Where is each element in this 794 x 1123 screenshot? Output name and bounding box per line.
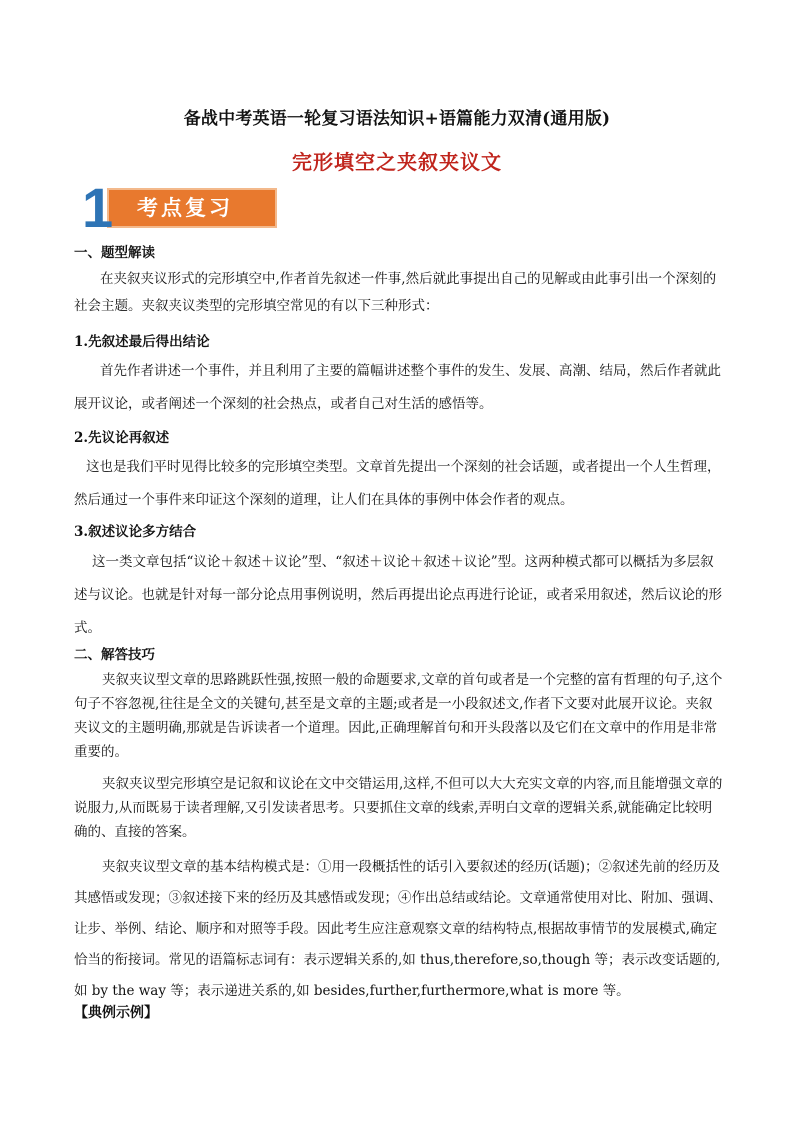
badge-number: 1 (82, 176, 114, 239)
example-label: 【典例示例】 (74, 1005, 158, 1021)
section-heading-1: 一、题型解读 (74, 245, 155, 261)
badge-label: 考点复习 (107, 188, 277, 228)
document-subtitle: 完形填空之夹叙夹议文 (292, 150, 502, 174)
section-1-intro: 在夹叙夹议形式的完形填空中,作者首先叙述一件事,然后就此事提出自己的见解或由此事引出一个深刻的社会主题。夹叙夹议类型的完形填空常见的有以下三种形式： (74, 271, 717, 314)
form-3-heading: 3.叙述议论多方结合 (74, 524, 197, 540)
section-2-paragraph-2: 夹叙夹议型完形填空是记叙和议论在文中交错运用,这样,不但可以大大充实文章的内容,而且能增强文章的说服力,从而既易于读者理解,又引发读者思考。只要抓住文章的线索,弄明白文章的逻辑关系,就能确定比较明确的、直接的答案。 (74, 776, 723, 840)
form-1-heading: 1.先叙述最后得出结论 (74, 334, 210, 350)
section-2-paragraph-1: 夹叙夹议型文章的思路跳跃性强,按照一般的命题要求,文章的首句或者是一个完整的富有哲理的句子,这个句子不容忽视,往往是全文的关键句,甚至是文章的主题;或者是一小段叙述文,作者下文要对此展开议论。夹叙夹议文的主题明确,那就是告诉读者一个道理。因此,正确理解首句和开头段落以及它们在文章中的作用是非常重要的。 (74, 672, 723, 760)
form-2-heading: 2.先议论再叙述 (74, 430, 170, 446)
form-1-text: 首先作者讲述一个事件，并且利用了主要的篇幅讲述整个事件的发生、发展、高潮、结局，然后作者就此展开议论，或者阐述一个深刻的社会热点，或者自己对生活的感悟等。 (74, 363, 721, 412)
form-2-text: 这也是我们平时见得比较多的完形填空类型。文章首先提出一个深刻的社会话题，或者提出一个人生哲理，然后通过一个事件来印证这个深刻的道理，让人们在具体的事例中体会作者的观点。 (74, 459, 721, 508)
document-title: 备战中考英语一轮复习语法知识+语篇能力双清(通用版) (183, 109, 611, 129)
section-2-paragraph-3: 夹叙夹议型文章的基本结构模式是：①用一段概括性的话引入要叙述的经历(话题)；②叙述先前的经历及其感悟或发现；③叙述接下来的经历及其感悟或发现；④作出总结或结论。文章通常使用对比、附加、强调、让步、举例、结论、顺序和对照等手段。因此考生应注意观察文章的结构特点,根据故事情节的发展模式,确定恰当的衔接词。常见的语篇标志词有：表示逻辑关系的,如 thus,therefore,so,though 等；表示改变话题的,如 by the way 等；表示递进关系的,如 besides,further,furthermore,what is more 等。 (74, 859, 722, 999)
form-3-text: 这一类文章包括“议论＋叙述＋议论”型、“叙述＋议论＋叙述＋议论”型。这两种模式都可以概括为多层叙述与议论。也就是针对每一部分论点用事例说明，然后再提出论点再进行论证，或者采用叙述，然后议论的形式。 (74, 554, 722, 636)
section-heading-2: 二、解答技巧 (74, 647, 155, 663)
section-badge (82, 176, 282, 239)
